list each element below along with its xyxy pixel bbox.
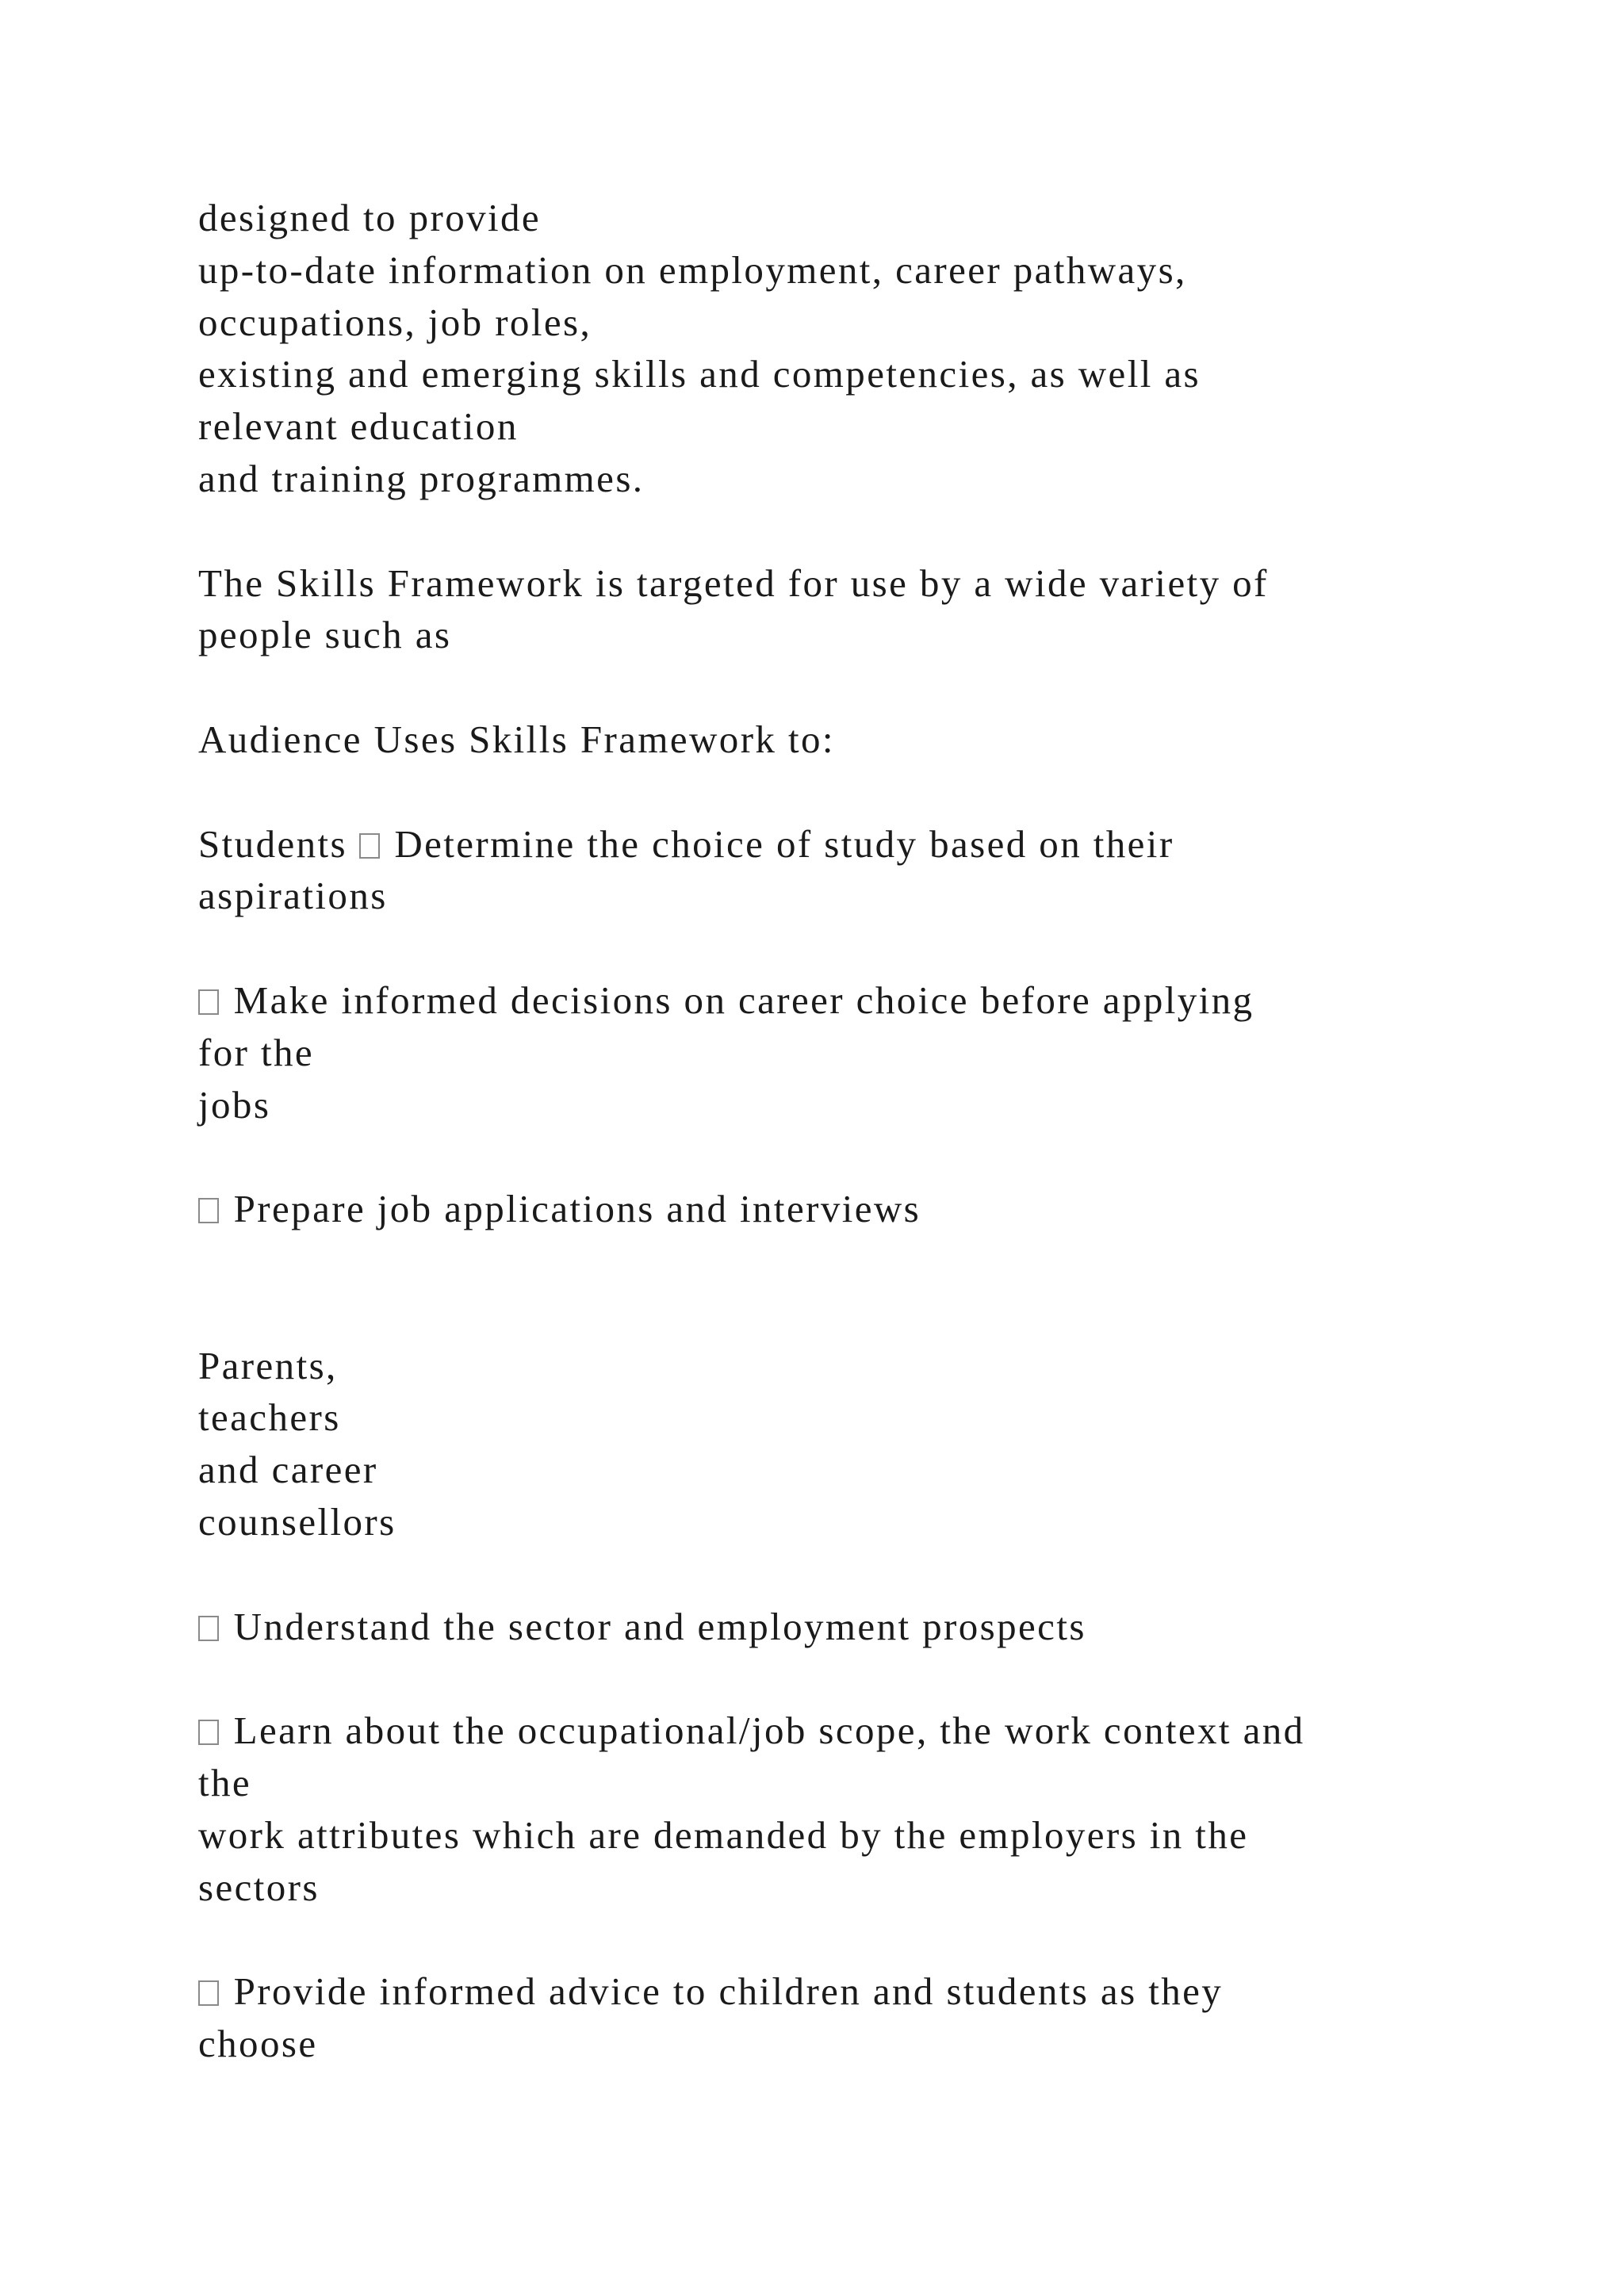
missing-glyph-box-icon xyxy=(198,1616,219,1641)
missing-glyph-box-icon xyxy=(198,1980,219,2006)
audience-students: Students xyxy=(198,821,347,866)
target-line: The Skills Framework is targeted for use by a wide variety of xyxy=(198,561,1269,605)
missing-glyph-box-icon xyxy=(198,989,219,1015)
students-use-3-row xyxy=(198,1183,1499,1235)
intro-line: relevant education xyxy=(198,404,519,449)
students-use-2-row xyxy=(198,974,1499,1027)
paragraph-gap xyxy=(198,661,1499,714)
paragraph-gap xyxy=(198,505,1499,557)
students-use-2: Make informed decisions on career choice before applying xyxy=(233,978,1254,1022)
paragraph-gap xyxy=(198,1235,1499,1288)
intro-line: up-to-date information on employment, career pathways, xyxy=(198,247,1187,292)
parents-use-1-row xyxy=(198,1601,1499,1653)
intro-line: and training programmes. xyxy=(198,456,645,500)
students-use-1-cont: aspirations xyxy=(198,874,388,918)
document-body xyxy=(198,192,1499,2070)
intro-line: existing and emerging skills and competencies, as well as xyxy=(198,352,1201,396)
missing-glyph-box-icon xyxy=(359,833,380,859)
students-row xyxy=(198,818,1499,871)
paragraph-gap xyxy=(198,922,1499,974)
students-use-3: Prepare job applications and interviews xyxy=(233,1187,921,1231)
parents-use-2: Learn about the occupational/job scope, the work context and xyxy=(233,1709,1305,1753)
audience-parents-line: and career xyxy=(198,1448,378,1492)
audience-parents-line: counsellors xyxy=(198,1499,396,1544)
paragraph-gap xyxy=(198,1288,1499,1340)
students-use-1: Determine the choice of study based on their xyxy=(394,821,1174,866)
parents-use-2-cont: work attributes which are demanded by the employers in the xyxy=(198,1812,1249,1857)
paragraph-gap xyxy=(198,1652,1499,1705)
parents-use-3-cont: choose xyxy=(198,2021,318,2065)
paragraph-gap xyxy=(198,766,1499,818)
parents-use-3: Provide informed advice to children and students as they xyxy=(233,1969,1224,2014)
intro-line: designed to provide xyxy=(198,196,542,239)
table-header: Audience Uses Skills Framework to: xyxy=(198,717,835,761)
audience-parents-line: teachers xyxy=(198,1395,341,1440)
paragraph-gap xyxy=(198,1131,1499,1183)
target-line: people such as xyxy=(198,613,452,657)
paragraph-gap xyxy=(198,1913,1499,1965)
parents-use-1: Understand the sector and employment prospects xyxy=(233,1604,1086,1648)
parents-use-2-cont: sectors xyxy=(198,1865,320,1909)
audience-parents-line: Parents, xyxy=(198,1343,338,1387)
missing-glyph-box-icon xyxy=(198,1720,219,1745)
students-use-2-cont: for the xyxy=(198,1030,315,1074)
students-use-2-cont: jobs xyxy=(198,1082,271,1127)
paragraph-gap xyxy=(198,1548,1499,1601)
parents-use-2-row xyxy=(198,1705,1499,1757)
intro-line: occupations, job roles, xyxy=(198,300,592,344)
parents-use-2-cont: the xyxy=(198,1760,252,1804)
parents-use-3-row xyxy=(198,1965,1499,2018)
missing-glyph-box-icon xyxy=(198,1198,219,1223)
